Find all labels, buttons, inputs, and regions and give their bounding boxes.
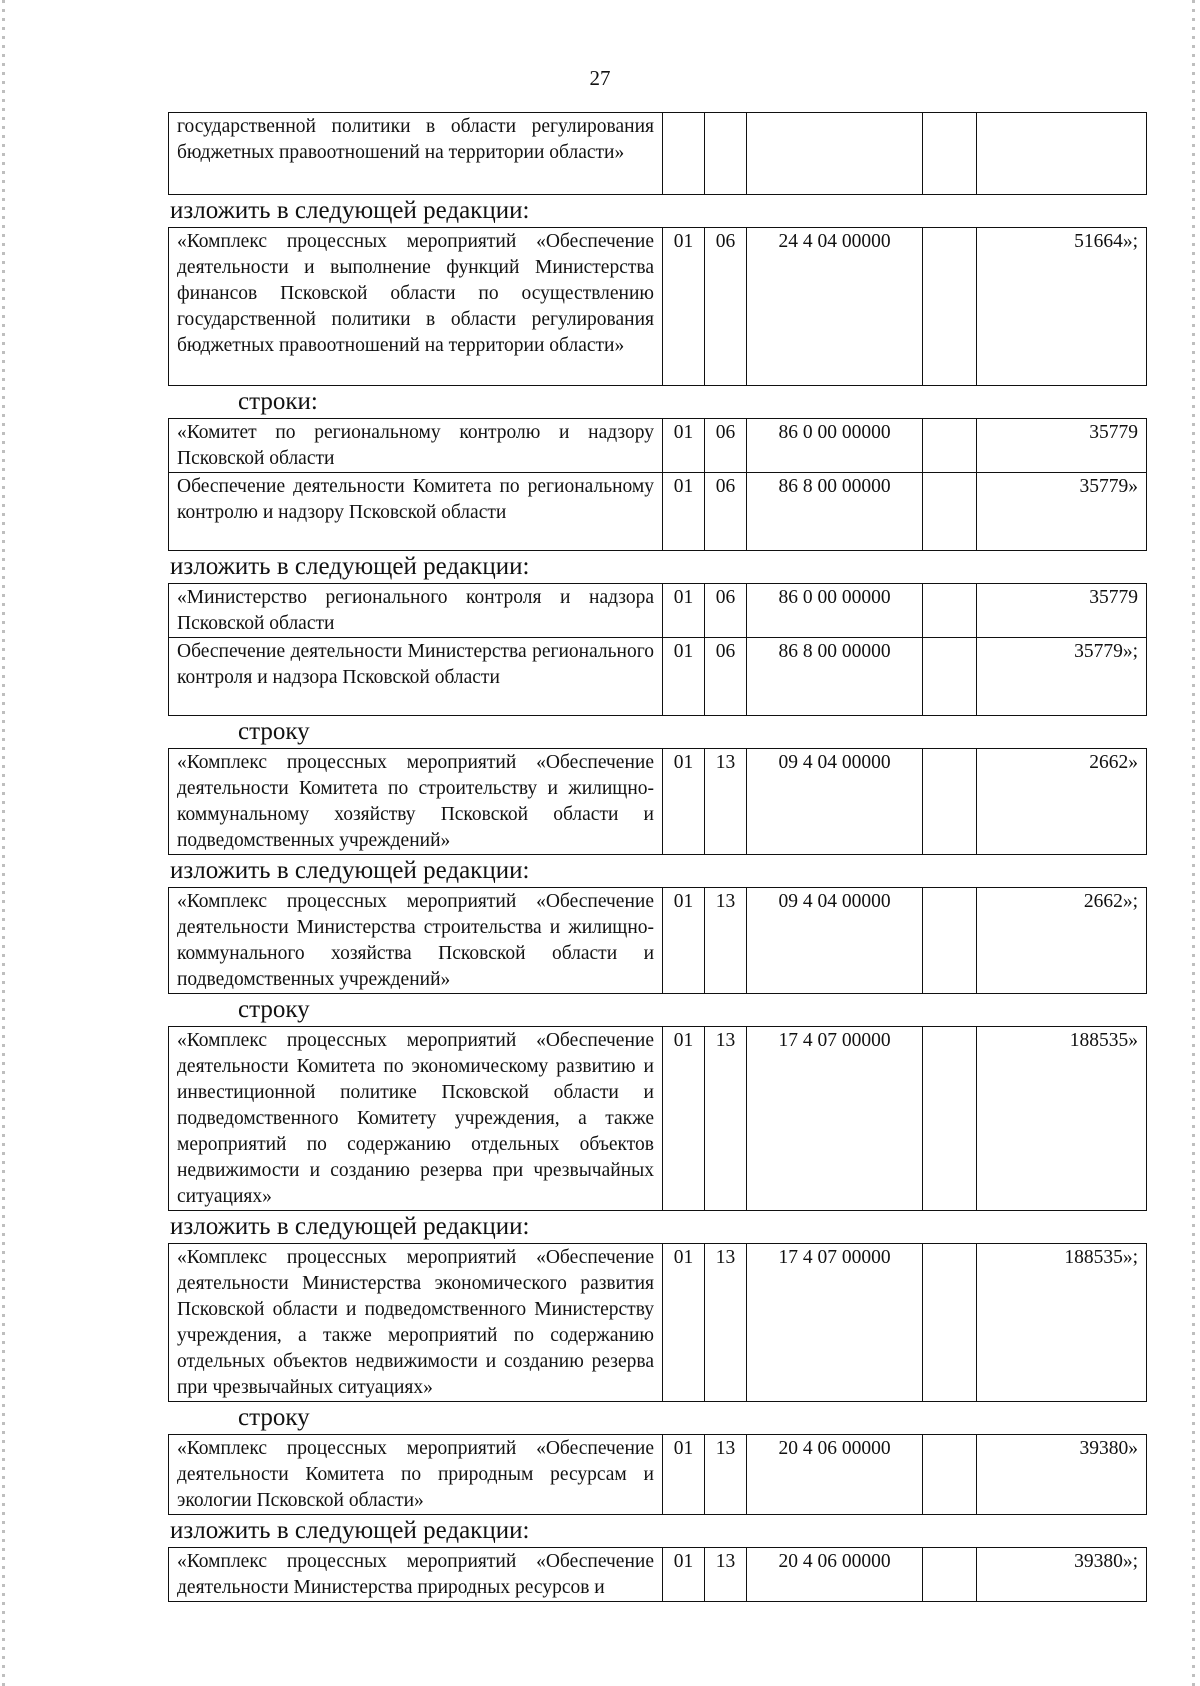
budget-rows-table (168, 1243, 1147, 1402)
row-subsection-cell: 06 (705, 419, 747, 473)
row-name-cell: «Комплекс процессных мероприятий «Обеспечение деятельности Министерства строительства и жилищно-коммунального хозяйства Псковской области и подведомственных учреждений» (169, 888, 663, 994)
row-target-article-cell: 86 8 00 00000 (747, 473, 923, 551)
budget-rows-table (168, 748, 1147, 855)
row-subsection-cell: 13 (705, 1244, 747, 1402)
row-section-cell: 01 (663, 419, 705, 473)
amendment-caption: строку (238, 718, 310, 745)
row-section-cell: 01 (663, 1548, 705, 1602)
row-section-cell: 01 (663, 1435, 705, 1515)
row-section-cell: 01 (663, 888, 705, 994)
row-section-cell: 01 (663, 749, 705, 855)
row-target-article-cell: 09 4 04 00000 (747, 749, 923, 855)
scan-edge-right (1192, 0, 1195, 1686)
row-expense-type-cell (923, 1435, 977, 1515)
row-target-article-cell: 20 4 06 00000 (747, 1548, 923, 1602)
row-name-cell: «Комплекс процессных мероприятий «Обеспечение деятельности Министерства природных ресурсов и (169, 1548, 663, 1602)
amendment-caption: изложить в следующей редакции: (170, 553, 530, 580)
amendment-caption: изложить в следующей редакции: (170, 1517, 530, 1544)
table-row (169, 1548, 1147, 1602)
table-row (169, 584, 1147, 638)
budget-rows-table (168, 1547, 1147, 1602)
row-section-cell (663, 113, 705, 195)
budget-rows-table (168, 227, 1147, 386)
row-expense-type-cell (923, 1027, 977, 1211)
row-subsection-cell: 13 (705, 1548, 747, 1602)
amendment-caption: строки: (238, 388, 318, 415)
row-subsection-cell: 06 (705, 473, 747, 551)
row-subsection-cell: 06 (705, 638, 747, 716)
row-amount-cell: 39380»; (977, 1548, 1147, 1602)
row-amount-cell: 35779 (977, 419, 1147, 473)
row-expense-type-cell (923, 749, 977, 855)
row-name-cell: «Комплекс процессных мероприятий «Обеспечение деятельности Комитета по природным ресурсам и экологии Псковской области» (169, 1435, 663, 1515)
row-name-cell: государственной политики в области регулирования бюджетных правоотношений на территории области» (169, 113, 663, 195)
row-amount-cell (977, 113, 1147, 195)
row-name-cell: Обеспечение деятельности Министерства регионального контроля и надзора Псковской области (169, 638, 663, 716)
table-row (169, 638, 1147, 716)
row-subsection-cell: 06 (705, 228, 747, 386)
row-subsection-cell: 13 (705, 888, 747, 994)
amendment-caption: строку (238, 996, 310, 1023)
row-amount-cell: 35779»; (977, 638, 1147, 716)
row-amount-cell: 188535» (977, 1027, 1147, 1211)
amendment-caption: изложить в следующей редакции: (170, 857, 530, 884)
budget-rows-table (168, 583, 1147, 716)
table-row (169, 749, 1147, 855)
table-row (169, 1027, 1147, 1211)
budget-rows-table (168, 418, 1147, 551)
row-target-article-cell: 17 4 07 00000 (747, 1027, 923, 1211)
row-name-cell: «Комплекс процессных мероприятий «Обеспечение деятельности Министерства экономического развития Псковской области и подведомственного Министерству учреждения, а также мероприятий по содержанию отдельных объектов недвижимости и созданию резерва при чрезвычайных ситуациях» (169, 1244, 663, 1402)
row-subsection-cell: 13 (705, 1435, 747, 1515)
table-row (169, 228, 1147, 386)
budget-rows-table (168, 1434, 1147, 1515)
row-section-cell: 01 (663, 638, 705, 716)
table-row (169, 888, 1147, 994)
row-expense-type-cell (923, 1244, 977, 1402)
budget-rows-table (168, 887, 1147, 994)
row-name-cell: «Комитет по региональному контролю и надзору Псковской области (169, 419, 663, 473)
row-expense-type-cell (923, 113, 977, 195)
row-target-article-cell: 20 4 06 00000 (747, 1435, 923, 1515)
scan-edge-left (2, 0, 5, 1686)
row-name-cell: Обеспечение деятельности Комитета по региональному контролю и надзору Псковской области (169, 473, 663, 551)
row-name-cell: «Министерство регионального контроля и надзора Псковской области (169, 584, 663, 638)
row-amount-cell: 39380» (977, 1435, 1147, 1515)
row-expense-type-cell (923, 638, 977, 716)
table-row (169, 1435, 1147, 1515)
row-target-article-cell: 09 4 04 00000 (747, 888, 923, 994)
row-target-article-cell: 86 0 00 00000 (747, 584, 923, 638)
row-section-cell: 01 (663, 584, 705, 638)
row-expense-type-cell (923, 584, 977, 638)
row-amount-cell: 35779» (977, 473, 1147, 551)
budget-rows-table (168, 1026, 1147, 1211)
row-target-article-cell: 17 4 07 00000 (747, 1244, 923, 1402)
document-body (168, 112, 1146, 1604)
row-amount-cell: 51664»; (977, 228, 1147, 386)
row-amount-cell: 188535»; (977, 1244, 1147, 1402)
amendment-caption: изложить в следующей редакции: (170, 1213, 530, 1240)
row-target-article-cell: 86 8 00 00000 (747, 638, 923, 716)
row-section-cell: 01 (663, 1027, 705, 1211)
row-name-cell: «Комплекс процессных мероприятий «Обеспечение деятельности и выполнение функций Министерства финансов Псковской области по осуществлению государственной политики в области регулирования бюджетных правоотношений на территории области» (169, 228, 663, 386)
row-amount-cell: 2662» (977, 749, 1147, 855)
row-target-article-cell: 86 0 00 00000 (747, 419, 923, 473)
row-section-cell: 01 (663, 228, 705, 386)
row-expense-type-cell (923, 419, 977, 473)
row-expense-type-cell (923, 1548, 977, 1602)
row-expense-type-cell (923, 228, 977, 386)
row-target-article-cell (747, 113, 923, 195)
page-number: 27 (589, 66, 611, 90)
row-name-cell: «Комплекс процессных мероприятий «Обеспечение деятельности Комитета по экономическому развитию и инвестиционной политике Псковской области и подведомственного Комитету учреждения, а также мероприятий по содержанию отдельных объектов недвижимости и созданию резерва при чрезвычайных ситуациях» (169, 1027, 663, 1211)
table-row (169, 1244, 1147, 1402)
row-section-cell: 01 (663, 1244, 705, 1402)
amendment-caption: изложить в следующей редакции: (170, 197, 530, 224)
row-name-cell: «Комплекс процессных мероприятий «Обеспечение деятельности Комитета по строительству и жилищно-коммунальному хозяйству Псковской области и подведомственных учреждений» (169, 749, 663, 855)
row-amount-cell: 2662»; (977, 888, 1147, 994)
amendment-caption: строку (238, 1404, 310, 1431)
row-section-cell: 01 (663, 473, 705, 551)
row-target-article-cell: 24 4 04 00000 (747, 228, 923, 386)
table-row (169, 419, 1147, 473)
table-row (169, 473, 1147, 551)
table-row (169, 113, 1147, 195)
row-amount-cell: 35779 (977, 584, 1147, 638)
row-subsection-cell: 06 (705, 584, 747, 638)
row-expense-type-cell (923, 473, 977, 551)
row-expense-type-cell (923, 888, 977, 994)
row-subsection-cell: 13 (705, 749, 747, 855)
budget-rows-table (168, 112, 1147, 195)
row-subsection-cell: 13 (705, 1027, 747, 1211)
row-subsection-cell (705, 113, 747, 195)
